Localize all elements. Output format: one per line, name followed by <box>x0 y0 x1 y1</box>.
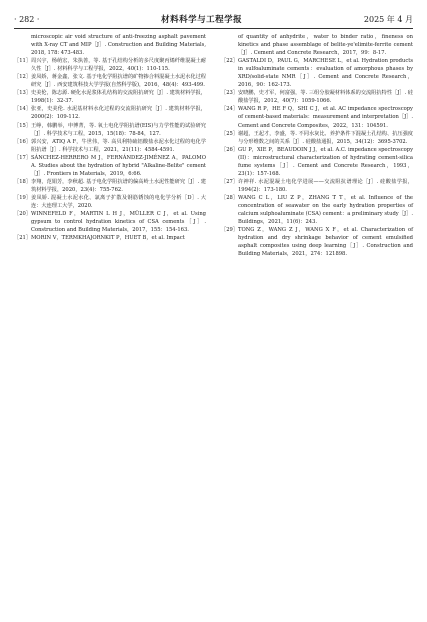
reference-entry <box>14 154 206 178</box>
reference-entry <box>221 130 413 146</box>
right-column <box>221 33 413 258</box>
reference-number: ［11］ <box>14 58 31 65</box>
reference-number: ［25］ <box>221 130 238 137</box>
reference-text: 周兴宇，杨萌宏，朱执善，等. 基于孔结构分析的多尺度聚丙烯纤维混凝土耐久性［J］. 材料科学与工程学报，2022，40(1)：110-115. <box>31 58 206 73</box>
reference-number: ［18］ <box>14 178 31 185</box>
reference-entry <box>221 194 413 226</box>
reference-entry <box>14 105 206 121</box>
reference-entry <box>221 57 413 89</box>
reference-text: MORIN V，TERMKHAJORNKIT P，HUET B，et al. Impact <box>31 235 185 242</box>
running-header <box>14 12 413 26</box>
reference-number: ［21］ <box>14 235 31 242</box>
reference-entry <box>14 57 206 73</box>
reference-entry <box>221 89 413 105</box>
issue-date: 2025 年 4 月 <box>363 14 413 24</box>
reference-number: ［15］ <box>14 122 31 129</box>
reference-number: ［12］ <box>14 74 31 81</box>
reference-number: ［28］ <box>221 194 238 201</box>
reference-number: ［17］ <box>14 154 31 161</box>
reference-text: 姜凤娇，蒋金鑫，张文. 基于电化学阻抗谱的矿物掺合料混凝土水泥水化过程研究［J］. 西安建筑科技大学学报(自然科学版)，2016，48(4)：493-499. <box>31 74 206 89</box>
reference-number: ［22］ <box>221 58 238 65</box>
reference-continuation: microscopic air void structure of anti-freezing asphalt pavement with X-ray CT and MIP［J］. Construction and Building Materials, 2018, 178: 473-483. <box>31 34 206 57</box>
page-number: · 282 · <box>14 14 40 24</box>
reference-text: TONG Z，WANG Z J，WANG X F，et al. Characterization of hydration and dry shrinkage behavior of cement emulsified asphalt composites using deep learning［J］. Construction and Building Materials，2021，274：121898. <box>238 227 413 258</box>
reference-number: ［26］ <box>221 146 238 153</box>
reference-text: 许神祥. 水泥混凝土电化学进展——交流阻抗谱理论［J］. 硅酸盐学报，1994(2)：173-180. <box>238 178 413 193</box>
reference-entry <box>14 234 206 242</box>
reference-entry <box>221 146 413 178</box>
reference-entry <box>14 122 206 138</box>
reference-entry <box>14 89 206 105</box>
reference-number: ［24］ <box>221 106 238 113</box>
reference-entry <box>14 138 206 154</box>
reference-text: 谢超，王起才，李盛，等. 不同水灰比、养护条件下混凝土孔结构、抗压强度与分形维数之间的关系［J］. 硅酸盐通报，2015，34(12)：3695-3702. <box>238 130 413 145</box>
header-rule <box>14 28 413 29</box>
reference-text: 史美伦，陈志源. 硬化水泥浆体孔结构的交流阻抗研究［J］. 建筑材料学报，1998(1)：32-37. <box>31 90 206 105</box>
reference-text: WINNEFELD F，MARTIN L H J，MÜLLER C J，et al. Using gypsum to control hydration kinetics of CSA cements［J］. Construction and Building Materials，2017，155：154-163. <box>31 211 206 234</box>
reference-text: 郭兴安，ATIQ A F，牛世伟，等. 高贝利特硫铝酸盐水泥水化过程的电化学阻抗谱［J］. 科学技术与工程，2021，21(11)：4584-4591. <box>31 138 206 153</box>
reference-continuation: of quantity of anhydrite，water to binder ratio，fineness on kinetics and phase assemblage of belite-ye'elimite-ferrite cement［J］. Cement and Concrete Research，2017，99：8-17. <box>238 34 413 57</box>
reference-number: ［29］ <box>221 227 238 234</box>
reference-text: SÁNCHEZ-HERRERO M J，FERNÁNDEZ-JIMÉNEZ A，PALOMO A. Studies about the hydration of hybrid "Alkaline-Belite" cement［J］. Frontiers in Materials，2019，6:66. <box>31 154 206 177</box>
reference-number: ［23］ <box>221 90 238 97</box>
reference-text: 安晓鹏，史才军，何富强，等. 三组分胶凝材料体系的交流阻抗特性［J］. 硅酸盐学报，2012，40(7)：1059-1066. <box>238 90 413 105</box>
left-column <box>14 33 206 258</box>
reference-entry <box>14 73 206 89</box>
reference-entry <box>14 178 206 194</box>
reference-text: GU P，XIE P，BEAUDOIN J J，et al. A.C. impedance spectroscopy (II)：microstructural characterization of hydrating cement-silica fume systems［J］. Cement and Concrete Research，1993，23(1)：157-168. <box>238 146 413 177</box>
reference-number: ［13］ <box>14 90 31 97</box>
reference-text: GASTALDI D，PAUL G，MARCHESE L，et al. Hydration products in sulfoaluminate cements：evaluation of amorphous phases by XRD/solid-state NMR［J］. Cement and Concrete Research，2016，90：162-173. <box>238 58 413 89</box>
reference-text: WANG C L，LIU Z P，ZHANG T T，et al. Influence of the concentration of seawater on the early hydration properties of calcium sulphoaluminate (CSA) cement：a preliminary study［J］. Buildings，2021，11(6)：243. <box>238 194 413 226</box>
reference-number: ［16］ <box>14 138 31 145</box>
reference-entry <box>221 178 413 194</box>
reference-entry <box>14 194 206 210</box>
reference-text: 李翔，范娟芳，李秋超. 基于电化学阻抗谱的偏高岭土水泥性能研究［J］. 建筑材料学报，2020，23(4)：755-762. <box>31 178 206 193</box>
reference-entry <box>221 105 413 129</box>
reference-entry <box>14 210 206 234</box>
reference-number: ［20］ <box>14 211 31 218</box>
reference-number: ［27］ <box>221 178 238 185</box>
reference-text: WANG R P，HE F Q，SHI C J，et al. AC impedance spectroscopy of cement-based materials：measurement and interpretation［J］. Cement and Concrete Composites，2022，131：104591. <box>238 106 413 129</box>
reference-number: ［19］ <box>14 194 31 201</box>
journal-title: 材料科学与工程学报 <box>161 15 243 25</box>
reference-text: 张亚，史美伦. 水泥基材料水化过程的交流阻抗研究［J］. 建筑材料学报，2000(2)：109-112. <box>31 106 206 121</box>
reference-text: 王峥，韩鹏举，申博菁，等. 氧土电化学阻抗谱(EIS)与力学性能的试验研究［J］. 科学技术与工程，2015，15(18)：78-84，127. <box>31 122 206 137</box>
reference-entry <box>221 226 413 258</box>
reference-text: 姜凤娇. 混凝土水泥水化、氯离子扩散及钢筋锈蚀的电化学分析［D］. 大连：大连理工大学，2020. <box>31 194 206 209</box>
reference-columns <box>14 33 413 258</box>
reference-number: ［14］ <box>14 106 31 113</box>
